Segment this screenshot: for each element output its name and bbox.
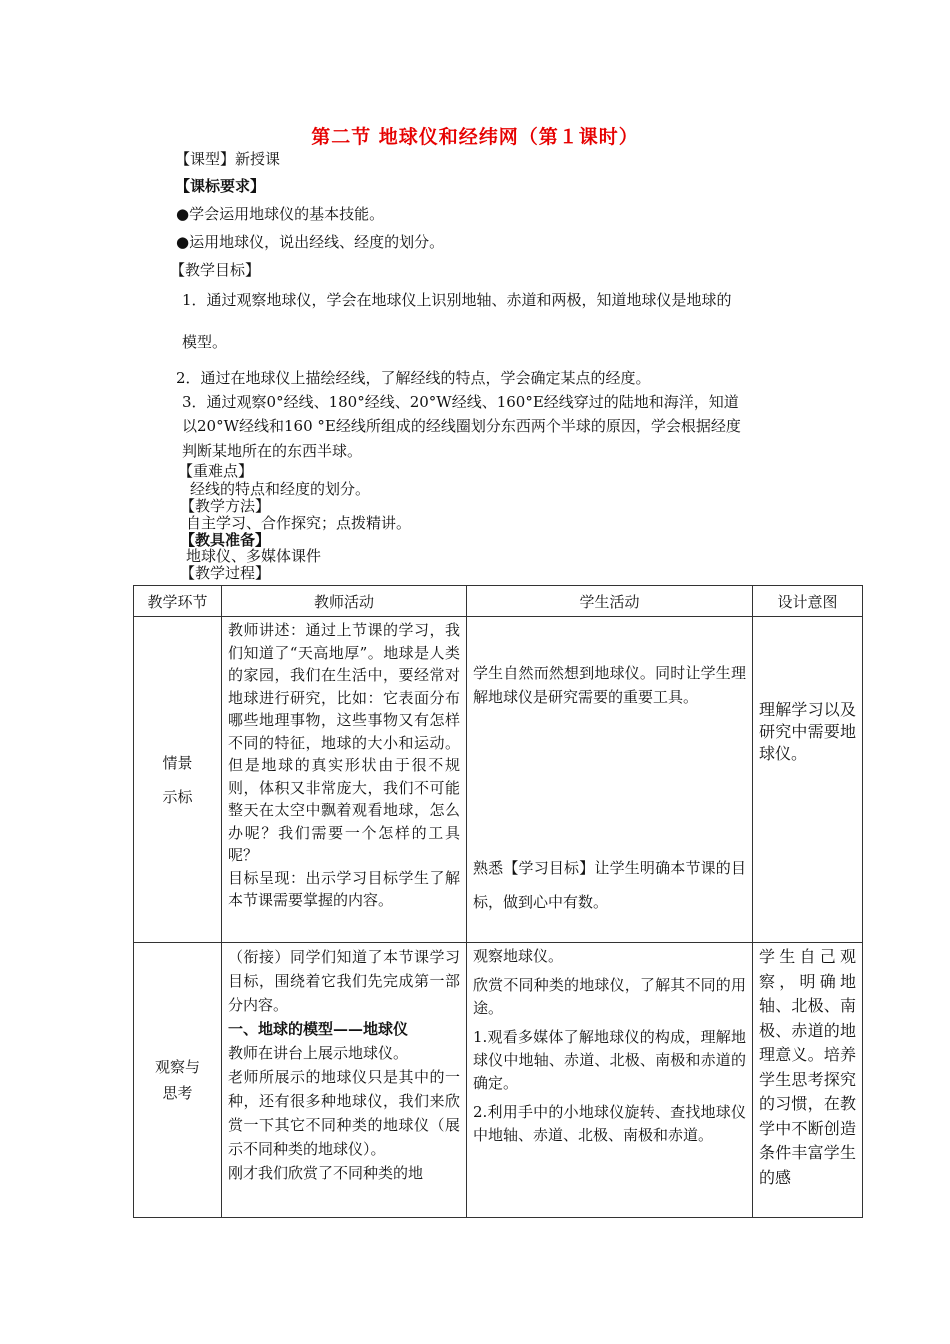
stage-cell <box>134 617 222 943</box>
stage-label: 示标 <box>162 787 193 806</box>
student-text: 欣赏不同种类的地球仪，了解其不同的用途。 <box>473 976 746 1017</box>
objective-3-line2: 以20°W经线和160 °E经线所组成的经线圈划分东西两个半球的原因，学会根据经度 <box>182 417 741 435</box>
teacher-cell <box>222 617 467 943</box>
teacher-text: 刚才我们欣赏了不同种类的地 <box>228 1164 424 1182</box>
teacher-text: 教师在讲台上展示地球仪。 <box>228 1044 409 1062</box>
teacher-text: 目标呈现：出示学习目标学生了解本节课需要掌握的内容。 <box>228 868 460 909</box>
stage-label: 情景 <box>162 753 193 772</box>
standard-item: ●学会运用地球仪的基本技能。 <box>176 205 385 223</box>
table-row <box>134 617 863 943</box>
objective-2: 2．通过在地球仪上描绘经线，了解经线的特点，学会确定某点的经度。 <box>176 369 651 387</box>
table-header-row <box>134 586 863 617</box>
student-text: 熟悉【学习目标】让学生明确本节课的目标，做到心中有数。 <box>473 859 746 911</box>
header-student: 学生活动 <box>467 586 753 617</box>
teacher-text: （衔接）同学们知道了本节课学习目标，围绕着它我们先完成第一部分内容。 <box>228 948 460 1014</box>
header-teacher: 教师活动 <box>222 586 467 617</box>
key-points-text: 经线的特点和经度的划分。 <box>190 480 371 498</box>
tools-text: 地球仪、多媒体课件 <box>186 547 322 565</box>
stage-label: 思考 <box>162 1084 193 1102</box>
table-row <box>134 943 863 1218</box>
header-design: 设计意图 <box>753 586 863 617</box>
teacher-text: 教师讲述：通过上节课的学习，我们知道了“天高地厚”。地球是人类的家园，我们在生活中，要经常对地球进行研究，比如：它表面分布哪些地理事物，这些事物又有怎样不同的特征，地球的大小和运动。但是地球的真实形状由于很不规则，体积又非常庞大，我们不可能整天在太空中飘着观看地球，怎么办呢？我们需要一个怎样的工具呢？ <box>228 621 460 864</box>
tools-heading: 【教具准备】 <box>180 531 271 549</box>
objective-1-line1: 1．通过观察地球仪，学会在地球仪上识别地轴、赤道和两极，知道地球仪是地球的 <box>182 291 732 309</box>
student-text: 观察地球仪。 <box>473 947 564 965</box>
process-heading: 【教学过程】 <box>180 564 271 582</box>
key-points-heading: 【重难点】 <box>178 462 254 480</box>
objective-3-line3: 判断某地所在的东西半球。 <box>182 442 363 460</box>
design-cell <box>753 943 863 1218</box>
standards-heading: 【课标要求】 <box>175 177 266 195</box>
student-text: 学生自然而然想到地球仪。同时让学生理解地球仪是研究需要的重要工具。 <box>473 664 746 706</box>
teacher-cell <box>222 943 467 1218</box>
stage-cell <box>134 943 222 1218</box>
student-text: 1.观看多媒体了解地球仪的构成，理解地球仪中地轴、赤道、北极、南极和赤道的确定。 <box>473 1028 746 1092</box>
methods-heading: 【教学方法】 <box>180 497 271 515</box>
teacher-text: 老师所展示的地球仪只是其中的一种，还有很多种地球仪，我们来欣赏一下其它不同种类的地球仪（展示不同种类的地球仪）。 <box>228 1068 460 1158</box>
stage-label: 观察与 <box>154 1058 200 1076</box>
design-text: 理解学习以及研究中需要地球仪。 <box>759 700 856 763</box>
teacher-subheading: 一、地球的模型——地球仪 <box>228 1020 409 1038</box>
objectives-heading: 【教学目标】 <box>170 261 261 279</box>
methods-text: 自主学习、合作探究；点拨精讲。 <box>186 514 412 532</box>
design-cell <box>753 617 863 943</box>
standard-item: ●运用地球仪，说出经线、经度的划分。 <box>176 233 445 251</box>
lesson-process-table <box>133 585 863 1218</box>
objective-3-line1: 3．通过观察0°经线、180°经线、20°W经线、160°E经线穿过的陆地和海洋，知道 <box>182 393 739 411</box>
student-text: 2.利用手中的小地球仪旋转、查找地球仪中地轴、赤道、北极、南极和赤道。 <box>473 1103 746 1144</box>
student-cell <box>467 943 753 1218</box>
student-cell <box>467 617 753 943</box>
lesson-type: 【课型】新授课 <box>175 150 281 168</box>
page-title: 第二节 地球仪和经纬网（第１课时） <box>311 126 639 148</box>
design-text: 学生自己观察，明确地轴、北极、南极、赤道的地理意义。培养学生思考探究的习惯，在教学中不断创造条件丰富学生的感 <box>759 947 856 1187</box>
header-stage: 教学环节 <box>134 586 222 617</box>
objective-1-line2: 模型。 <box>182 333 228 351</box>
